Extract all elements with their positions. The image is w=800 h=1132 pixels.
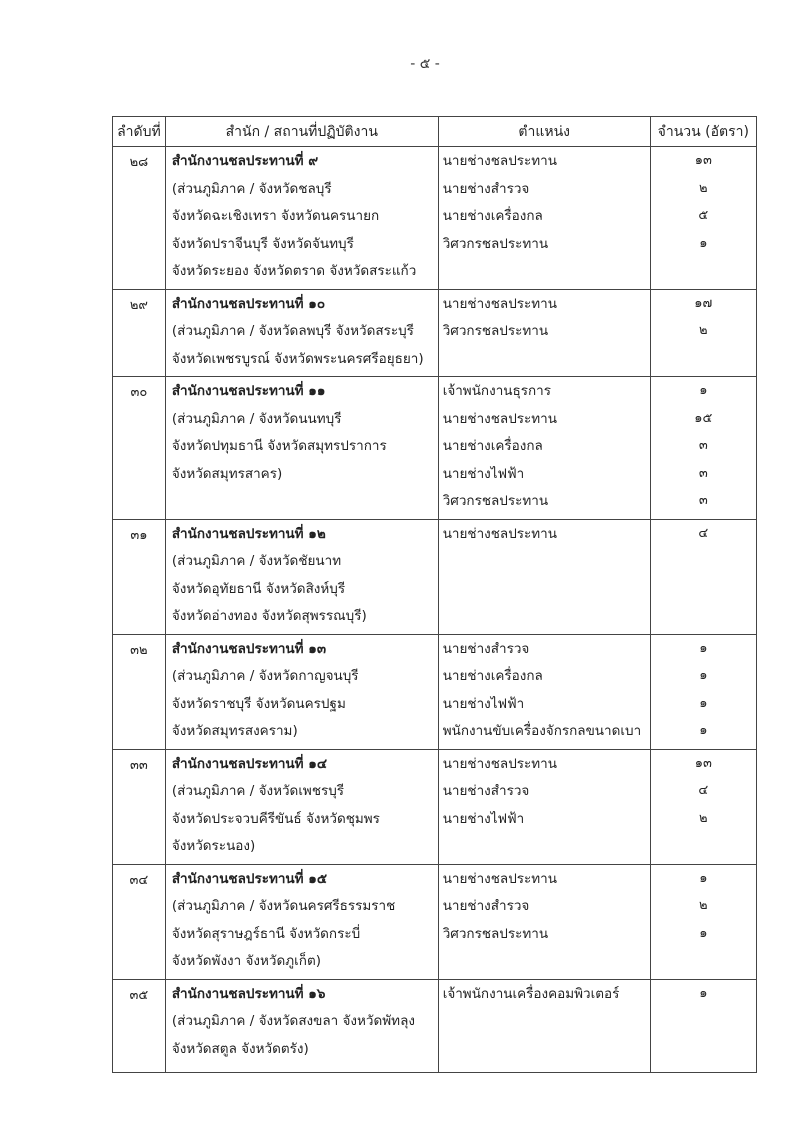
count-item: ๑๓ — [694, 153, 712, 168]
row-counts — [650, 864, 756, 979]
position-item: นายช่างเครื่องกล — [442, 208, 543, 224]
row-office — [165, 979, 438, 1072]
row-seq: ๓๒ — [113, 634, 166, 749]
office-line: (ส่วนภูมิภาค / จังหวัดชลบุรี — [171, 180, 332, 197]
office-line: จังหวัดอ่างทอง จังหวัดสุพรรณบุรี) — [171, 608, 367, 624]
row-positions — [438, 519, 650, 634]
count-item: ๔ — [698, 525, 709, 541]
office-line: จังหวัดฉะเชิงเทรา จังหวัดนครนายก — [171, 208, 380, 224]
position-item: วิศวกรชลประทาน — [442, 323, 549, 339]
row-positions — [438, 634, 650, 749]
position-item: นายช่างไฟฟ้า — [442, 465, 525, 482]
position-item: นายช่างเครื่องกล — [442, 668, 543, 684]
table-row — [113, 289, 757, 377]
row-office — [165, 864, 438, 979]
header-count: จำนวน (อัตรา) — [650, 117, 756, 147]
row-office — [165, 289, 438, 377]
header-position: ตำแหน่ง — [438, 117, 650, 147]
count-item: ๔ — [698, 783, 709, 798]
row-positions — [438, 147, 650, 290]
position-item: เจ้าพนักงานเครื่องคอมพิวเตอร์ — [442, 985, 620, 1002]
office-line: (ส่วนภูมิภาค / จังหวัดลพบุรี จังหวัดสระบุรี — [171, 323, 414, 339]
count-item: ๒ — [699, 323, 708, 338]
position-item: นายช่างชลประทาน — [442, 410, 557, 427]
row-office — [165, 147, 438, 290]
office-line: จังหวัดปทุมธานี จังหวัดสมุทรปราการ — [171, 438, 387, 454]
row-seq: ๒๙ — [113, 289, 166, 377]
position-item: นายช่างไฟฟ้า — [442, 695, 525, 712]
office-line: (ส่วนภูมิภาค / จังหวัดสงขลา จังหวัดพัทลุง — [171, 1013, 415, 1029]
count-item: ๒ — [699, 898, 708, 913]
position-item: นายช่างสำรวจ — [442, 898, 530, 914]
position-item: นายช่างสำรวจ — [442, 640, 530, 657]
position-item: วิศวกรชลประทาน — [442, 235, 549, 252]
office-title: สำนักงานชลประทานที่ ๑๓ — [171, 640, 327, 657]
row-counts — [650, 377, 756, 520]
office-title: สำนักงานชลประทานที่ ๑๖ — [171, 985, 326, 1002]
row-positions — [438, 289, 650, 377]
office-line: จังหวัดประจวบคีรีขันธ์ จังหวัดชุมพร — [171, 810, 380, 827]
office-line: จังหวัดสุราษฎร์ธานี จังหวัดกระบี่ — [171, 925, 361, 942]
header-seq: ลำดับที่ — [113, 117, 166, 147]
row-positions — [438, 749, 650, 864]
office-line: จังหวัดสตูล จังหวัดตรัง) — [171, 1040, 309, 1057]
row-office — [165, 377, 438, 520]
position-item: นายช่างชลประทาน — [442, 755, 557, 772]
page-number: - ๕ - — [410, 56, 440, 72]
count-item: ๑ — [699, 383, 708, 398]
position-item: นายช่างไฟฟ้า — [442, 810, 525, 827]
position-item: วิศวกรชลประทาน — [442, 925, 549, 942]
office-line: จังหวัดเพชรบูรณ์ จังหวัดพระนครศรีอยุธยา) — [171, 350, 424, 367]
office-title: สำนักงานชลประทานที่ ๑๑ — [171, 383, 326, 399]
office-line: จังหวัดระนอง) — [171, 838, 256, 854]
table-row — [113, 377, 757, 520]
row-seq: ๒๘ — [113, 147, 166, 290]
position-item: นายช่างเครื่องกล — [442, 438, 543, 454]
office-line: (ส่วนภูมิภาค / จังหวัดกาญจนบุรี — [171, 668, 359, 684]
office-line: จังหวัดปราจีนบุรี จังหวัดจันทบุรี — [171, 235, 354, 252]
position-item: นายช่างสำรวจ — [442, 180, 530, 197]
count-item: ๑๕ — [694, 410, 713, 426]
row-seq: ๓๓ — [113, 749, 166, 864]
row-counts — [650, 634, 756, 749]
count-item: ๑ — [699, 695, 708, 711]
office-line: (ส่วนภูมิภาค / จังหวัดนครศรีธรรมราช — [171, 898, 396, 914]
row-positions — [438, 864, 650, 979]
count-item: ๓ — [698, 465, 708, 481]
count-item: ๓ — [698, 493, 708, 508]
table-row — [113, 749, 757, 864]
row-seq: ๓๑ — [113, 519, 166, 634]
row-office — [165, 749, 438, 864]
count-item: ๑ — [699, 235, 708, 251]
office-line: จังหวัดระยอง จังหวัดตราด จังหวัดสระแก้ว — [171, 263, 417, 279]
count-item: ๑๓ — [694, 755, 712, 771]
row-counts — [650, 519, 756, 634]
count-item: ๑ — [699, 985, 708, 1001]
office-line: จังหวัดสมุทรสงคราม) — [171, 723, 298, 739]
office-line: (ส่วนภูมิภาค / จังหวัดชัยนาท — [171, 553, 342, 569]
office-title: สำนักงานชลประทานที่ ๑๔ — [171, 755, 328, 772]
header-office: สำนัก / สถานที่ปฏิบัติงาน — [165, 117, 438, 147]
count-item: ๑ — [699, 925, 708, 941]
count-item: ๒ — [699, 180, 708, 196]
office-line: จังหวัดอุทัยธานี จังหวัดสิงห์บุรี — [171, 580, 346, 597]
count-item: ๑ — [699, 870, 708, 886]
count-item: ๑ — [699, 640, 708, 656]
row-counts — [650, 147, 756, 290]
position-item: พนักงานขับเครื่องจักรกลขนาดเบา — [442, 723, 642, 739]
count-item: ๒ — [699, 810, 708, 826]
row-seq: ๓๐ — [113, 377, 166, 520]
office-line: (ส่วนภูมิภาค / จังหวัดนนทบุรี — [171, 410, 342, 427]
count-item: ๓ — [698, 438, 708, 453]
office-title: สำนักงานชลประทานที่ ๑๒ — [171, 525, 326, 542]
office-line: จังหวัดราชบุรี จังหวัดนครปฐม — [171, 695, 346, 712]
table-row — [113, 634, 757, 749]
position-item: เจ้าพนักงานธุรการ — [442, 383, 552, 399]
office-title: สำนักงานชลประทานที่ ๑๕ — [171, 870, 328, 887]
table-row — [113, 979, 757, 1072]
row-counts — [650, 979, 756, 1072]
table-row — [113, 864, 757, 979]
office-title: สำนักงานชลประทานที่ ๑๐ — [171, 295, 326, 312]
table-row — [113, 147, 757, 290]
position-item: นายช่างชลประทาน — [442, 295, 557, 312]
row-positions — [438, 377, 650, 520]
table-row — [113, 519, 757, 634]
row-counts — [650, 289, 756, 377]
position-item: นายช่างชลประทาน — [442, 870, 557, 887]
count-item: ๑ — [699, 723, 708, 738]
count-item: ๕ — [698, 208, 709, 223]
table-header-row — [113, 117, 757, 147]
position-item: นายช่างสำรวจ — [442, 783, 530, 799]
position-item: นายช่างชลประทาน — [442, 525, 557, 542]
office-line: (ส่วนภูมิภาค / จังหวัดเพชรบุรี — [171, 783, 345, 799]
count-item: ๑ — [699, 668, 708, 683]
office-line: จังหวัดสมุทรสาคร) — [171, 465, 283, 482]
row-counts — [650, 749, 756, 864]
table-body — [113, 147, 757, 1073]
office-title: สำนักงานชลประทานที่ ๙ — [171, 153, 319, 169]
row-seq: ๓๕ — [113, 979, 166, 1072]
row-seq: ๓๔ — [113, 864, 166, 979]
row-positions — [438, 979, 650, 1072]
row-office — [165, 519, 438, 634]
office-line: จังหวัดพังงา จังหวัดภูเก็ต) — [171, 953, 321, 969]
position-item: นายช่างชลประทาน — [442, 153, 557, 169]
position-item: วิศวกรชลประทาน — [442, 493, 549, 509]
row-office — [165, 634, 438, 749]
positions-table — [112, 116, 757, 1073]
count-item: ๑๗ — [694, 295, 713, 311]
